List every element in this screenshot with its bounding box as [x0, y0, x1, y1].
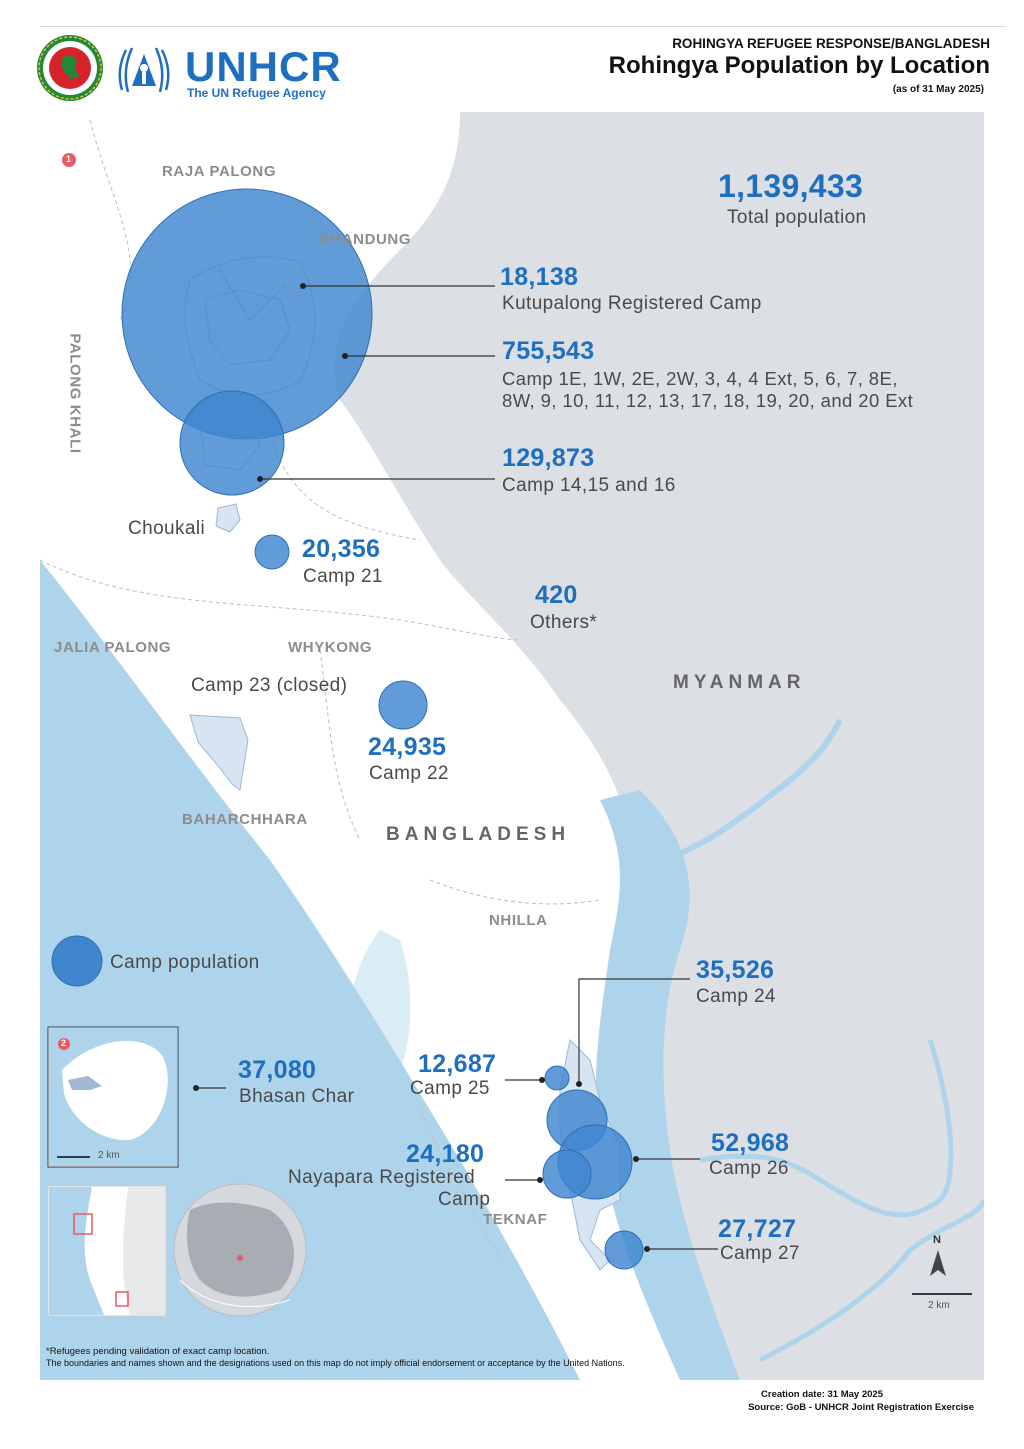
- camp-21-label: Camp 21: [303, 566, 383, 587]
- map-scale-label: 2 km: [928, 1300, 950, 1311]
- org-tagline: The UN Refugee Agency: [187, 86, 326, 100]
- label-ghandung: GHANDUNG: [318, 231, 412, 248]
- unhcr-logo-icon: [112, 40, 176, 100]
- camp-21-value: 20,356: [302, 535, 381, 563]
- main-camps-label-line1: Camp 1E, 1W, 2E, 2W, 3, 4, 4 Ext, 5, 6, 7, 8E,: [502, 368, 898, 389]
- camp-26-value: 52,968: [711, 1129, 790, 1157]
- footnote-pending: *Refugees pending validation of exact camp location.: [46, 1346, 270, 1357]
- label-whykong: WHYKONG: [288, 639, 373, 656]
- label-raja-palong: RAJA PALONG: [162, 163, 277, 180]
- legend-circle: [52, 936, 102, 986]
- others-label: Others*: [530, 612, 598, 633]
- nayapara-label-line1: Nayapara Registered: [288, 1167, 476, 1188]
- camp-24-value: 35,526: [696, 956, 775, 984]
- camp-25-value: 12,687: [418, 1050, 497, 1078]
- legend-label: Camp population: [110, 952, 260, 973]
- circle-camp-22: [379, 681, 427, 729]
- camp-22-label: Camp 22: [369, 763, 449, 784]
- total-population-value: 1,139,433: [718, 168, 864, 204]
- camp-27-value: 27,727: [718, 1215, 797, 1243]
- label-palong-khali: PALONG KHALI: [66, 333, 84, 454]
- camp-25-label: Camp 25: [410, 1078, 490, 1099]
- footnote-disclaimer: The boundaries and names shown and the designations used on this map do not imply official endorsement or acceptance by the United Nations.: [46, 1358, 625, 1368]
- camp-22-value: 24,935: [368, 733, 447, 761]
- circle-camp-27: [605, 1231, 643, 1269]
- label-teknaf: TEKNAF: [483, 1211, 548, 1228]
- as-of-date: (as of 31 May 2025): [892, 84, 984, 95]
- bhasan-char-label: Bhasan Char: [239, 1086, 355, 1107]
- header-kicker: ROHINGYA REFUGEE RESPONSE/BANGLADESH: [672, 36, 990, 51]
- others-value: 420: [535, 581, 578, 609]
- creation-date: Creation date: 31 May 2025: [761, 1389, 883, 1400]
- label-choukali: Choukali: [128, 518, 206, 539]
- camp-27-label: Camp 27: [720, 1243, 800, 1264]
- bangladesh-govt-seal-icon: [35, 33, 105, 103]
- label-jalia-palong: JALIA PALONG: [54, 639, 172, 656]
- header-rule: [40, 26, 1006, 27]
- main-camps-label-line2: 8W, 9, 10, 11, 12, 13, 17, 18, 19, 20, and 20 Ext: [502, 390, 914, 411]
- label-camp-23: Camp 23 (closed): [191, 675, 348, 696]
- nayapara-label-line2: Camp: [438, 1189, 491, 1210]
- total-population-label: Total population: [727, 207, 867, 228]
- data-source: Source: GoB - UNHCR Joint Registration Exercise: [748, 1402, 974, 1413]
- circle-camp-21: [255, 535, 289, 569]
- camp-14-16-value: 129,873: [502, 444, 595, 472]
- marker-2-label: 2: [61, 1038, 67, 1048]
- page-title: Rohingya Population by Location: [608, 52, 990, 79]
- kutupalong-value: 18,138: [500, 263, 579, 291]
- kutupalong-label: Kutupalong Registered Camp: [502, 293, 762, 314]
- circle-nayapara: [543, 1150, 591, 1198]
- label-nhilla: NHILLA: [489, 912, 548, 929]
- main-camps-value: 755,543: [502, 337, 595, 365]
- org-name: UNHCR: [185, 43, 342, 90]
- label-bangladesh: BANGLADESH: [386, 824, 571, 845]
- camp-24-label: Camp 24: [696, 986, 776, 1007]
- globe-icon: [174, 1184, 306, 1316]
- locator-inset: [48, 1186, 166, 1316]
- bhasan-char-value: 37,080: [238, 1056, 317, 1084]
- label-baharchhara: BAHARCHHARA: [182, 811, 308, 828]
- north-label: N: [933, 1234, 941, 1246]
- marker-1-label: 1: [66, 154, 72, 164]
- camp-14-16-label: Camp 14,15 and 16: [502, 475, 676, 496]
- label-myanmar: MYANMAR: [673, 672, 806, 693]
- circle-camp-25: [545, 1066, 569, 1090]
- nayapara-value: 24,180: [406, 1140, 485, 1168]
- camp-26-label: Camp 26: [709, 1158, 789, 1179]
- bhasan-scale-label: 2 km: [98, 1150, 120, 1161]
